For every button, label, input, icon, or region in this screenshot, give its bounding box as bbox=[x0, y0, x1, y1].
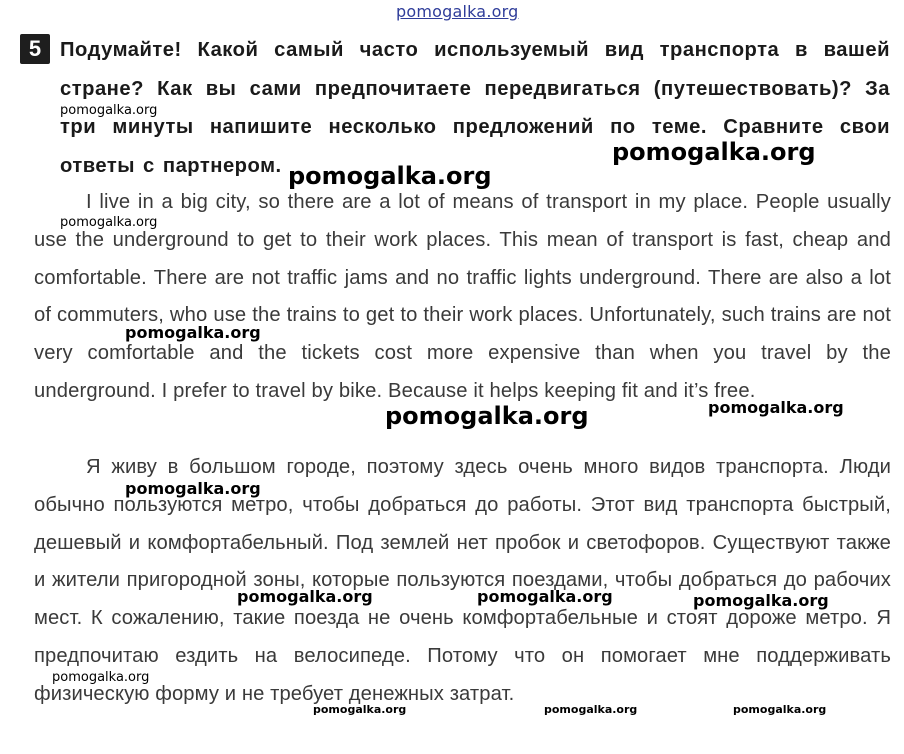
watermark: pomogalka.org bbox=[477, 587, 613, 606]
watermark: pomogalka.org bbox=[544, 703, 638, 716]
task-instruction: Подумайте! Какой самый часто используемый вид транспорта в вашей стране? Как вы сами предпочитаете передвигаться (путешествовать)? За три минуты напишите несколько предложений по теме. Сравните свои ответы с партнером. bbox=[60, 39, 890, 177]
watermark: pomogalka.org bbox=[385, 402, 589, 430]
watermark: pomogalka.org bbox=[125, 479, 261, 498]
watermark: pomogalka.org bbox=[693, 591, 829, 610]
watermark: pomogalka.org bbox=[237, 587, 373, 606]
watermark: pomogalka.org bbox=[708, 398, 844, 417]
watermark: pomogalka.org bbox=[60, 215, 158, 230]
watermark: pomogalka.org bbox=[733, 703, 827, 716]
english-answer-paragraph: I live in a big city, so there are a lot of means of transport in my place. People usually use the underground to get to their work places. This mean of transport is fast, cheap and comfortable. There are not traffic jams and no traffic lights underground. There are also a lot of commuters, who use the trains to get to their work places. Unfortunately, such trains are not very comfortable and the tickets cost more expensive than when you travel by the underground. I prefer to travel by bike. Because it helps keeping fit and it’s free. bbox=[34, 191, 891, 402]
watermark-link[interactable]: pomogalka.org bbox=[396, 2, 519, 21]
watermark: pomogalka.org bbox=[60, 103, 158, 118]
watermark: pomogalka.org bbox=[125, 323, 261, 342]
watermark: pomogalka.org bbox=[288, 162, 492, 190]
watermark: pomogalka.org bbox=[612, 138, 816, 166]
russian-answer-paragraph: Я живу в большом городе, поэтому здесь очень много видов транспорта. Люди обычно пользуются метро, чтобы добраться до работы. Этот вид транспорта быстрый, дешевый и комфортабельный. Под землей нет пробок и светофоров. Существуют также и жители пригородной зоны, которые пользуются поездами, чтобы добраться до рабочих мест. К сожалению, такие поезда не очень комфортабельные и стоят дороже метро. Я предпочитаю ездить на велосипеде. Потому что он помогает мне поддерживать физическую форму и не требует денежных затрат. bbox=[34, 456, 891, 705]
watermark: pomogalka.org bbox=[52, 670, 150, 685]
task-number-badge: 5 bbox=[20, 34, 50, 64]
watermark: pomogalka.org bbox=[313, 703, 407, 716]
